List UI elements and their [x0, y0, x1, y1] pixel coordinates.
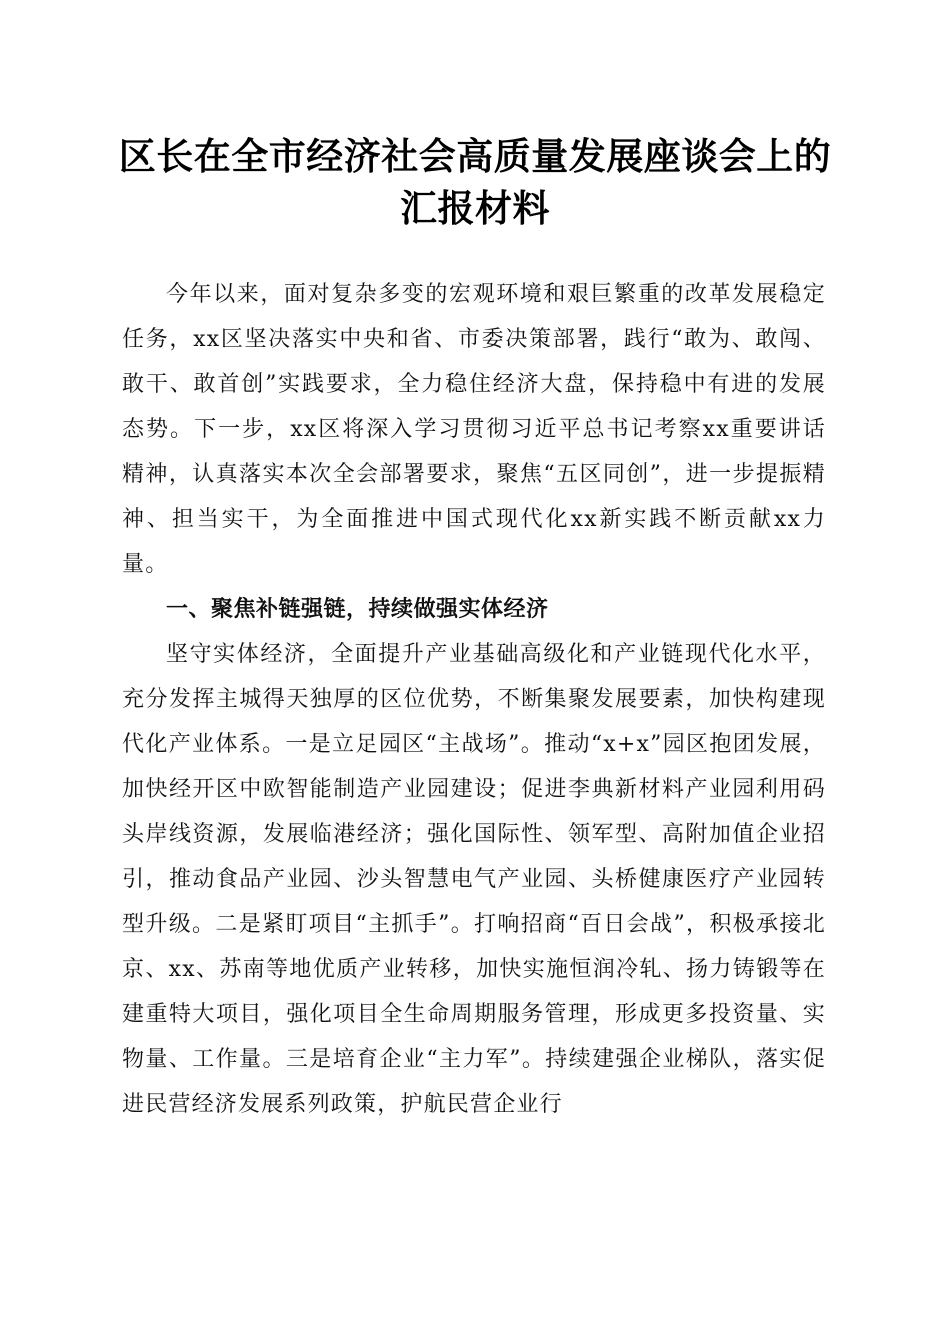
section-1-paragraph: 坚守实体经济，全面提升产业基础高级化和产业链现代化水平，充分发挥主城得天独厚的区位优势，不断集聚发展要素，加快构建现代化产业体系。一是立足园区“主战场”。推动“x+x”园区抱团发展，加快经开区中欧智能制造产业园建设；促进李典新材料产业园利用码头岸线资源，发展临港经济；强化国际性、领军型、高附加值企业招引，推动食品产业园、沙头智慧电气产业园、头桥健康医疗产业园转型升级。二是紧盯项目“主抓手”。打响招商“百日会战”，积极承接北京、xx、苏南等地优质产业转移，加快实施恒润冷轧、扬力铸锻等在建重特大项目，强化项目全生命周期服务管理，形成更多投资量、实物量、工作量。三是培育企业“主力军”。持续建强企业梯队，落实促进民营经济发展系列政策，护航民营企业行 [122, 642, 826, 1117]
section-heading-1: 一、聚焦补链强链，持续做强实体经济 [166, 597, 549, 622]
intro-paragraph: 今年以来，面对复杂多变的宏观环境和艰巨繁重的改革发展稳定任务，xx区坚决落实中央和省、市委决策部署，践行“敢为、敢闯、敢干、敢首创”实践要求，全力稳住经济大盘，保持稳中有进的发展态势。下一步，xx区将深入学习贯彻习近平总书记考察xx重要讲话精神，认真落实本次全会部署要求，聚焦“五区同创”，进一步提振精神、担当实干，为全面推进中国式现代化xx新实践不断贡献xx力量。 [122, 282, 826, 577]
document-body [122, 272, 826, 1127]
document-title: 区长在全市经济社会高质量发展座谈会上的汇报材料 [118, 134, 832, 230]
